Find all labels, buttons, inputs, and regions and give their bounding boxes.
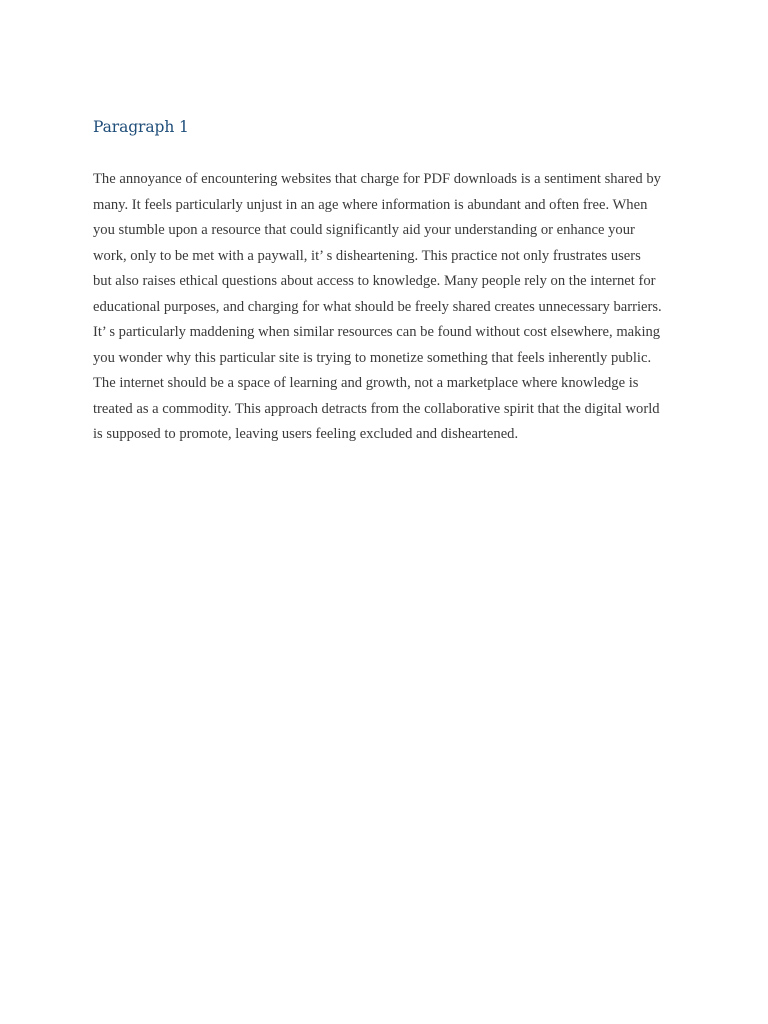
paragraph-heading: Paragraph 1 <box>93 118 189 136</box>
paragraph-line: you stumble upon a resource that could significantly aid your understanding or enhance your <box>93 222 635 238</box>
paragraph-line: many. It feels particularly unjust in an age where information is abundant and often free. When <box>93 196 648 213</box>
paragraph-line: but also raises ethical questions about access to knowledge. Many people rely on the internet for <box>93 273 656 289</box>
paragraph-line: is supposed to promote, leaving users feeling excluded and disheartened. <box>93 426 519 442</box>
paragraph-line: work, only to be met with a paywall, it’ s disheartening. This practice not only frustrates users <box>93 247 641 264</box>
paragraph-line: educational purposes, and charging for what should be freely shared creates unnecessary barriers. <box>93 298 662 315</box>
paragraph-body <box>93 167 683 448</box>
paragraph-line: It’ s particularly maddening when similar resources can be found without cost elsewhere, making <box>93 324 661 340</box>
paragraph-line: The internet should be a space of learning and growth, not a marketplace where knowledge is <box>93 375 639 391</box>
paragraph-line: you wonder why this particular site is trying to monetize something that feels inherently public. <box>93 349 652 366</box>
paragraph-line: The annoyance of encountering websites that charge for PDF downloads is a sentiment shared by <box>93 171 661 187</box>
paragraph-line: treated as a commodity. This approach detracts from the collaborative spirit that the digital world <box>93 400 660 417</box>
